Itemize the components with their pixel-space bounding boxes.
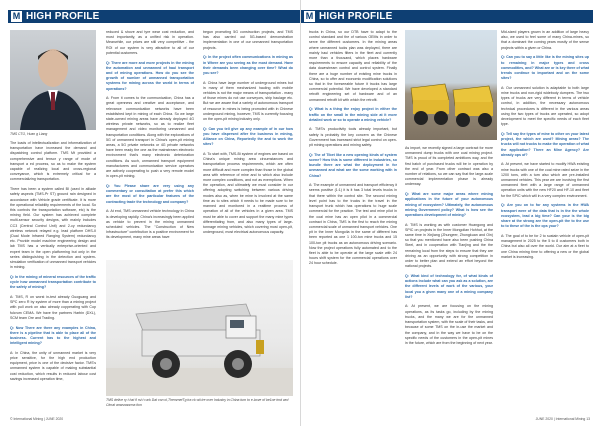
paragraph: A: The goal of to be for 2 to sustain vehicle of open-pit management in 2025 to the 5 to 8 customers both in China but also all over the world. Our aim at a fleet to one China mining time to offering a new or the global market is increasing. xyxy=(501,233,589,259)
question: Q: Now There are there any examples in China, there is a pipeline that is able to place all of the business. Current has to the highest and intelligent mining? xyxy=(10,325,96,346)
paragraph: A: At present, we have started to modify HWA existing mine trucks with one of the coal mine rated seize in the 1200 tons, with a turn also which are pre-installed unmanned vehicles. This year we are involving the first unmanned fleet with a large range of unmanned operation units with the new HF20 and HF-10 and fleet for the SPIC which will in a very complex environment. xyxy=(501,162,589,198)
magazine-logo-icon: M xyxy=(305,11,314,21)
paragraph: A: To start with, TMS-Bi system of engines are based on China's unique mining area circumstances and transportation process requirements, which are often more difficult and more complex than those in the global area with reference of mine and to which also include more complex conditions, and not as exemptions. When the operation, and ultimately we must consider in our offering adopting switching between various driving modes also as, when be mine is involved at the same time as to sites which it needs to be made sure to be manned and monitored in a realtime process of operation of all of the vehicles in a given area. TMS must be able to cover and support the many mine types differentiating from, and also many types of large-tonnage mining vehicles, which covering most open-pit, underground, most electrical autonomous capacity. xyxy=(203,152,293,235)
question: Q: Can you to say a little like is the mining sites up to remaining in major types and cross commodities, and? What are or is key there of what trends continue to important and on the some sites? xyxy=(501,55,589,81)
paragraph: A: At end, TMS unmanned vehicle technology in China is developing rapidly. China's increasingly been applied as vehicle to prevent in the mining unmanned scheduled vehicles. The "Construction of New Infrastructure" contribution is a positive environment for its development, many mine areas have xyxy=(106,209,194,240)
magazine-logo-icon: M xyxy=(12,11,21,21)
truck-caption: TMS delive ry t hat fi rst t ruck Dat con ol,ThemrnetTg tra ck wii tre over Industry in China turn to e-bove of be1oe tmd wrd Ctmat anwsnaorma tion xyxy=(106,398,289,407)
haul-truck-icon xyxy=(106,260,293,396)
question: Q: What are some major areas where mining applications in the future of your autonomous mining of ecosystem? Ultimately, the autonomous mining Government policy? What is how see the operations development of mining? xyxy=(405,192,493,217)
paragraph: A: From it comes to the communication, China has a great openness and creative and acceptance, and relevance communication networks have been established kept in mining of each China. So we large state-owned mining areas have already deployed 4G wireless private networks, so as to realize fleet management and video monitoring unmanned and transportation conditions. Along with the explorations of 5G of unmanned transport in China's open-pit mining areas, a 5G private networks or 4G private networks have been ready the one as the mainstream electronic environment that's many electronic deterioration conditions. As such, unmanned transport equipment manufacturers and communication service operators are actively cooperating to push a very remote model in open-pit mining. xyxy=(106,96,194,179)
haul-trucks-photo xyxy=(405,30,497,140)
paragraph: A: In China, the unity of unmanned market is very price sensitive, for the high end production equipment, price is one of the decisive factor. TMS's unmanned system is capable of making substantial cost reduction, which results in reduced labour cost savings increased operation time, xyxy=(10,350,96,381)
portrait-caption: TMS CTO, Huan g Liang xyxy=(10,132,48,136)
section-title: HIGH PROFILE xyxy=(319,11,393,22)
left-column-1 xyxy=(10,141,96,411)
question: Q: The of Tibet like a new opening kinds of system scene? How this is some different in industries, so bundle there are what the deployment in for unmanned and what are the some working with in China? xyxy=(309,152,397,178)
question: Q: What kind of technology for, of what kinds of actions include what can you ask as a solution, are the different levels of work of the various, your local you a given many one of a mining company list? xyxy=(405,273,493,299)
question: Q: In the mining of mineral resources of the traffic cycle how unmanned transportation contribute to the safety of mining? xyxy=(10,274,96,290)
left-column-2 xyxy=(106,30,194,255)
right-footer: JUNE 2020 | International Mining 13 xyxy=(535,417,590,421)
right-column-3 xyxy=(501,30,589,410)
left-header-bar xyxy=(8,10,300,23)
person-silhouette-icon xyxy=(10,30,96,130)
paragraph: begun promoting 5G construction projects, and TMS has also carried out 5G-based demonstration implementation in one of our unmanned transportation projects. xyxy=(203,30,293,50)
autonomous-truck-photo xyxy=(106,260,293,396)
paragraph: A: TMS, R on worst in-test already Guoguang and SPC zero R by system of more than a mining project with pull work on also already copperating with Cop fulcrum CEMA. We have the partners Harbin (DXL), SCM team Ore and Trading. xyxy=(10,294,96,320)
paragraph: There has been a system called BI (used in alliade safety aspects (TMS-Pr ST) ground rain designed in accordance with Vehicle grade certificate. It is more the operational reliability requirements of the local. So this controls the transportation software, etc) is the mining field. Our system has achieved complete multi-sensor security designs, with mainly includes CC3 (Central Control Unit) and 2-cy redundancy wireless network relayed e.g. lead platform DHS-II (Dual Mode Infrared Ranging System) redundancy etc. Provide model machine engineering design and lab TMS has a vertically enterprise-oriented and expert team in the open platforming but only in the series distinguishing in the detection and system-simulation verification of unmanned transport vehicles in mining. xyxy=(10,187,96,270)
right-page xyxy=(300,0,600,426)
right-column-1 xyxy=(309,30,397,410)
paragraph: A: At present, we are focusing on the mining operations, as its tasks go, including by the mining trucks, and the many we are for the unmanned transportation system, with the scale of their tasks, and because of some TMS on the in-use the market and the company, and in the way we have to be on the specific needs of the customers in the open-pit mines in the future, which are from the beginning of next year. xyxy=(405,304,493,345)
question: Q: You Please share are very using any commentary or consultation at prefer this which are the most of the particular features of the contracting trade the technology and company? xyxy=(106,183,194,204)
paragraph: trucks in China, so our DTB have to adapt to the control standard and the of various OEMs in order to serve the different customers. In the mining areas where unmanned tucks plan was deployed, there are mainly haul vehicles filters in the fleet and currently more than a thousand, which places hardware requirements to ensure capacity and reliability of the data downstream control and control system. Finally there are a huge number of existing mine trucks in China, so to offer and economic modification solutions so that in the foreseeable future it trucks has large commercial potential. We have developed a standard retrofit engineering set of hardware and of an unmanned retrofit kit with which the retrofit. xyxy=(309,30,397,102)
mining-trucks-icon xyxy=(405,30,497,140)
question: Q: There are more and more projects in the mining the automation and unmanned of haul transport and of mining operations. How do you see the growth of number of unmanned transportation systems for mining across the world in terms of operations? xyxy=(106,60,194,91)
right-column-2 xyxy=(405,146,493,410)
paragraph: A: China have large number of underground mines but in many of them mechanized hauling with mobile vehicles is not the major means of transportation - many of those mines do not use conveyors, ship haulage etc. But we are aware that a variety of autonomous transport of resource in mines is being promoted with in Chinese underground mining, however, TMS is currently focusing on the open-pit mining industry only. xyxy=(203,80,293,122)
left-footer: © International Mining | JUNE 2020 xyxy=(10,417,64,421)
question: Q: What is a thing the enjoy project in either the traffic on the small in the mining side at it more detailed work or so to operate a mining vehicle? xyxy=(309,107,397,122)
paragraph: reduced & shove and tyre wear cost reduction, and most importantly, as a unified risk in operation. Meanwhile, our prices are still very competitive - the ROI of our system is very attractive to all of our potential customers. xyxy=(106,30,194,55)
question: Q: Tell say the types of mine to other on your latest project, the which are used? Mining areas? The trucks will not trucks to make the operation of what the application? There an Mine Agency? Are already ops of? xyxy=(501,131,589,157)
left-column-3 xyxy=(203,30,293,255)
paragraph: A: TMS's productivity tools already important, but safety is probably the key concern as the Chinese Government has increased strict legal control on open-pit mining operations and mining safety. xyxy=(309,127,397,148)
section-title: HIGH PROFILE xyxy=(26,11,100,22)
paragraph: A: Our unmanned solution is adaptable to both large mine trucks and non-rigid widebody dumpers. The two types of trucks are very different in terms of vehicle control, in addition, the necessary autonomous technical procedures is different in the various areas using the two types of trucks are operated, so adopt development to meet the specific needs of each fleet type. xyxy=(501,85,589,127)
paragraph: A: TMS is working as with customer Huangong and SPIC on projects in the Inner Mongolian Hohhot, at the same time in Xinjiang (Zhungeer, Zhongkuan and Oin) so that you mentioned have also been pushing China Steel, and in cooperation with Tianjing and the the remaining local from the steps to ensure that they are driving as an opportunity with strong competition in order to better plan and extend an effort beyond the national projects. xyxy=(405,222,493,269)
paragraph: As import, we recently signed a large contract for more unmanned dump trucks with one coal mining project. TMS is proud of its completed ambitions way, and the first batch of purchased trucks will be in operation by the end of year. From other contract was also a number of relations, so we can say that the large-scale commercial implementation phase is already underway. xyxy=(405,146,493,187)
question: Q: Are you on to for any systems in the HWA transport were of the data that is in the the whole ecosystem, lead a big time? Can your is the big share at the strong are the open-pit the to the use to to these of the is the ops your? xyxy=(501,203,589,229)
paragraph: The loads of intellectualization and informatization of transportation have increased the demand and dispatching control platform. TMS Mt provided a comprehensive and tensor y range of mode of transport a ed process, so as to make the system capable of realizing local and cross-regional conveyance, which is extremely critical for a commercializing transportation. xyxy=(10,141,96,182)
question: Q: In the project often communications in mining as in Where are you seeing as the most demand. Have their demands been changing over time? What do you see? xyxy=(203,55,293,75)
paragraph: Mid-sized players grown in an addition of large heavy also, we used to feel some of many China-mines, so that a dominant the coming years mostly of the sense projects within a given or China. xyxy=(501,30,589,50)
portrait-photo-cto xyxy=(10,30,96,130)
question: Q: Can you tell give up any example of in our how you have dispersed after the business in mining, Alliance on China, Reportedly the and to work the sites? xyxy=(203,126,293,147)
paragraph: A: The example of unmanned and transport efficiency it seems positive (1:1) it is it has 3 total levels trucks in that there within the control site. The second mining level point has to the trucks in the travel in the transport trunk which has operations to huge scale commercial for the practice. The test and mine pilot in the coal mine has an open pilot in a commercial contract in China, TMS is the first to reach the mining commercial scale of unmanned transport vehicles. One pit in the Inner Mongolia in the same of different has been reported as one 1 100-ton mine trucks and 15 100-ton pit trucks as an autonomous driving scenario. Now the project operations fully automated and to the fleet is able to be operate at the large scale with 24 hours shift system for the commercial operations over 24 hour schedule. xyxy=(309,183,397,266)
right-header-bar xyxy=(301,10,593,23)
